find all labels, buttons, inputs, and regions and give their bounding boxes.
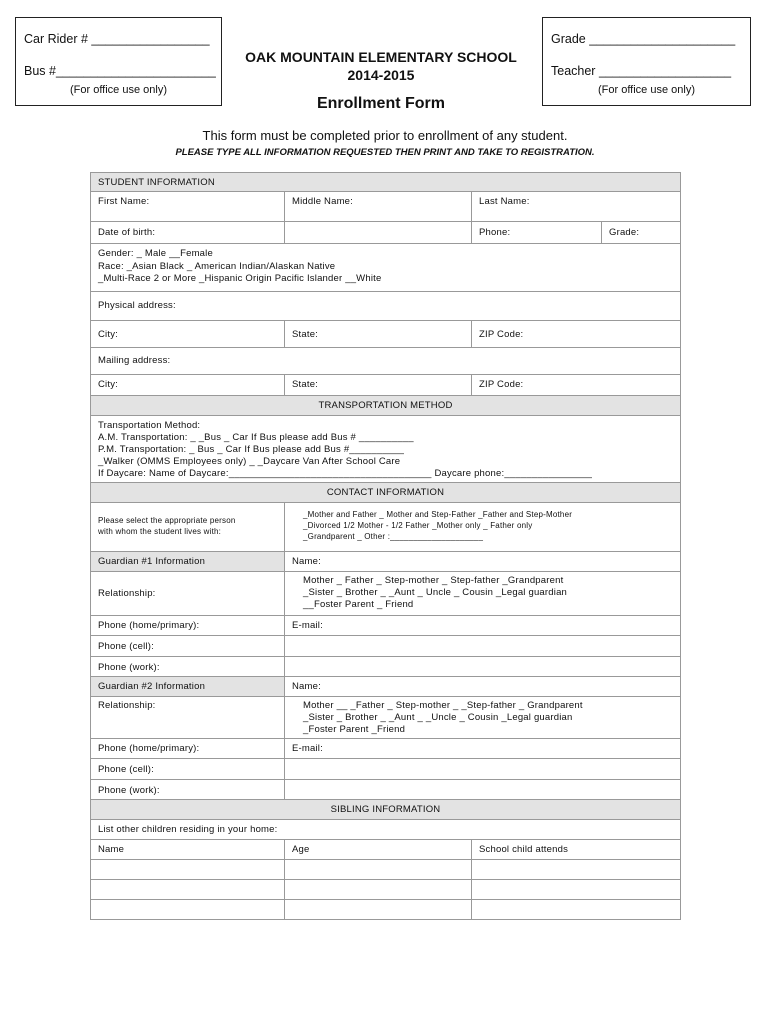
blank-cell bbox=[284, 636, 680, 656]
guardian1-phone-cell-row bbox=[91, 636, 680, 657]
sibling-row bbox=[91, 900, 680, 920]
guardian1-relationship-label: Relationship: bbox=[98, 588, 156, 599]
contact-section-header: CONTACT INFORMATION bbox=[91, 483, 680, 503]
bus-number-field[interactable]: Bus #_______________________ bbox=[24, 64, 216, 78]
sibling-age-cell[interactable] bbox=[284, 900, 471, 919]
office-use-box-right bbox=[542, 17, 751, 106]
race-options-2[interactable]: _Multi-Race 2 or More _Hispanic Origin Pacific Islander __White bbox=[98, 273, 382, 284]
office-use-note: (For office use only) bbox=[69, 84, 167, 96]
guardian1-phone-cell-field[interactable]: Phone (cell): bbox=[98, 641, 154, 652]
zip-field[interactable]: ZIP Code: bbox=[471, 321, 680, 347]
guardian2-header-row bbox=[91, 677, 680, 697]
guardian1-title: Guardian #1 Information bbox=[91, 552, 284, 571]
mailing-address-row[interactable]: Mailing address: bbox=[91, 348, 680, 375]
guardian2-phone-cell-row bbox=[91, 759, 680, 780]
transportation-section-header: TRANSPORTATION METHOD bbox=[91, 396, 680, 416]
guardian1-relationship-options[interactable]: Mother _ Father _ Step-mother _ Step-father _Grandparent _Sister _ Brother _ _Aunt _ Uncle _ Cousin _Legal guardian __Foster Parent _ Friend bbox=[284, 572, 680, 615]
daycare-fields[interactable]: If Daycare: Name of Daycare:_____________________________________ Daycare phone:________________ bbox=[98, 468, 593, 479]
mailing-zip-field[interactable]: ZIP Code: bbox=[471, 375, 680, 395]
student-section-header: STUDENT INFORMATION bbox=[91, 173, 680, 192]
sibling-school-cell[interactable] bbox=[471, 880, 680, 899]
lives-with-prompt: Please select the appropriate person with whom the student lives with: bbox=[98, 516, 236, 536]
student-grade-field[interactable]: Grade: bbox=[601, 222, 680, 243]
lives-with-options[interactable]: _Mother and Father _ Mother and Step-Father _Father and Step-Mother _Divorced 1/2 Mother - 1/2 Father _Mother only _ Father only _Grandparent _ Other :____________________ bbox=[284, 503, 680, 551]
guardian1-header-row bbox=[91, 552, 680, 572]
grade-field[interactable]: Grade _____________________ bbox=[551, 32, 736, 46]
instruction-caps: PLEASE TYPE ALL INFORMATION REQUESTED THEN PRINT AND TAKE TO REGISTRATION. bbox=[175, 147, 595, 158]
sibling-name-cell[interactable] bbox=[91, 900, 284, 919]
sibling-school-cell[interactable] bbox=[471, 860, 680, 879]
name-row bbox=[91, 192, 680, 222]
pm-transportation-options[interactable]: P.M. Transportation: _ Bus _ Car If Bus please add Bus #__________ bbox=[98, 444, 405, 455]
guardian1-phone-work-field[interactable]: Phone (work): bbox=[98, 662, 160, 673]
sibling-name-header: Name bbox=[98, 844, 125, 855]
first-name-field[interactable]: First Name: bbox=[98, 196, 150, 207]
office-use-note: (For office use only) bbox=[597, 84, 695, 96]
car-rider-field[interactable]: Car Rider # _________________ bbox=[24, 32, 210, 46]
blank-cell bbox=[284, 657, 680, 676]
guardian1-email-field[interactable]: E-mail: bbox=[284, 616, 680, 635]
gender-race-row bbox=[91, 244, 680, 292]
gender-options[interactable]: Gender: _ Male __Female bbox=[98, 248, 213, 259]
dob-row bbox=[91, 222, 680, 244]
sibling-list-label-row: List other children residing in your home: bbox=[91, 820, 680, 840]
sibling-age-cell[interactable] bbox=[284, 880, 471, 899]
office-use-box-left bbox=[15, 17, 222, 106]
transportation-row bbox=[91, 416, 680, 483]
mailing-city-state-zip-row bbox=[91, 375, 680, 396]
last-name-field[interactable]: Last Name: bbox=[471, 192, 680, 221]
guardian2-phone-home-row bbox=[91, 739, 680, 759]
sibling-name-cell[interactable] bbox=[91, 880, 284, 899]
guardian2-phone-cell-field[interactable]: Phone (cell): bbox=[98, 764, 154, 775]
sibling-name-cell[interactable] bbox=[91, 860, 284, 879]
guardian1-relationship-row bbox=[91, 572, 680, 616]
guardian2-phone-work-row bbox=[91, 780, 680, 800]
guardian2-title: Guardian #2 Information bbox=[91, 677, 284, 696]
state-field[interactable]: State: bbox=[284, 321, 471, 347]
lives-with-row bbox=[91, 503, 680, 552]
school-name: OAK MOUNTAIN ELEMENTARY SCHOOL bbox=[245, 49, 517, 65]
sibling-age-header: Age bbox=[284, 840, 471, 859]
blank-cell bbox=[284, 222, 471, 243]
middle-name-field[interactable]: Middle Name: bbox=[284, 192, 471, 221]
guardian1-phone-home-row bbox=[91, 616, 680, 636]
city-state-zip-row bbox=[91, 321, 680, 348]
guardian2-relationship-options[interactable]: Mother __ _Father _ Step-mother _ _Step-father _ Grandparent _Sister _ Brother _ _Aunt _ _Uncle _ Cousin _Legal guardian _Foster Parent _Friend bbox=[284, 697, 680, 738]
guardian1-phone-home-field[interactable]: Phone (home/primary): bbox=[98, 620, 200, 631]
other-transportation-options[interactable]: _Walker (OMMS Employees only) _ _Daycare Van After School Care bbox=[98, 456, 401, 467]
am-transportation-options[interactable]: A.M. Transportation: _ _Bus _ Car If Bus please add Bus # __________ bbox=[98, 432, 414, 443]
guardian2-relationship-label: Relationship: bbox=[98, 700, 156, 711]
guardian1-name-field[interactable]: Name: bbox=[284, 552, 680, 571]
guardian2-relationship-row bbox=[91, 697, 680, 739]
enrollment-form-table bbox=[90, 172, 681, 920]
teacher-field[interactable]: Teacher ___________________ bbox=[551, 64, 732, 78]
sibling-age-cell[interactable] bbox=[284, 860, 471, 879]
guardian2-name-field[interactable]: Name: bbox=[284, 677, 680, 696]
school-year: 2014-2015 bbox=[347, 67, 415, 83]
physical-address-row[interactable]: Physical address: bbox=[91, 292, 680, 321]
blank-cell bbox=[284, 780, 680, 799]
sibling-header-row bbox=[91, 840, 680, 860]
city-field[interactable]: City: bbox=[98, 329, 118, 340]
race-options[interactable]: Race: _Asian Black _ American Indian/Alaskan Native bbox=[98, 261, 336, 272]
transportation-method-label: Transportation Method: bbox=[98, 420, 201, 431]
blank-cell bbox=[284, 759, 680, 779]
guardian2-phone-home-field[interactable]: Phone (home/primary): bbox=[98, 743, 200, 754]
phone-field[interactable]: Phone: bbox=[471, 222, 601, 243]
sibling-row bbox=[91, 880, 680, 900]
instruction-text: This form must be completed prior to enrollment of any student. bbox=[202, 128, 568, 143]
mailing-city-field[interactable]: City: bbox=[98, 379, 118, 390]
form-title: Enrollment Form bbox=[316, 95, 445, 112]
guardian1-phone-work-row bbox=[91, 657, 680, 677]
mailing-state-field[interactable]: State: bbox=[284, 375, 471, 395]
sibling-row bbox=[91, 860, 680, 880]
sibling-school-cell[interactable] bbox=[471, 900, 680, 919]
sibling-school-header: School child attends bbox=[471, 840, 680, 859]
guardian2-phone-work-field[interactable]: Phone (work): bbox=[98, 785, 160, 796]
date-of-birth-field[interactable]: Date of birth: bbox=[98, 227, 156, 238]
sibling-section-header: SIBLING INFORMATION bbox=[91, 800, 680, 820]
guardian2-email-field[interactable]: E-mail: bbox=[284, 739, 680, 758]
